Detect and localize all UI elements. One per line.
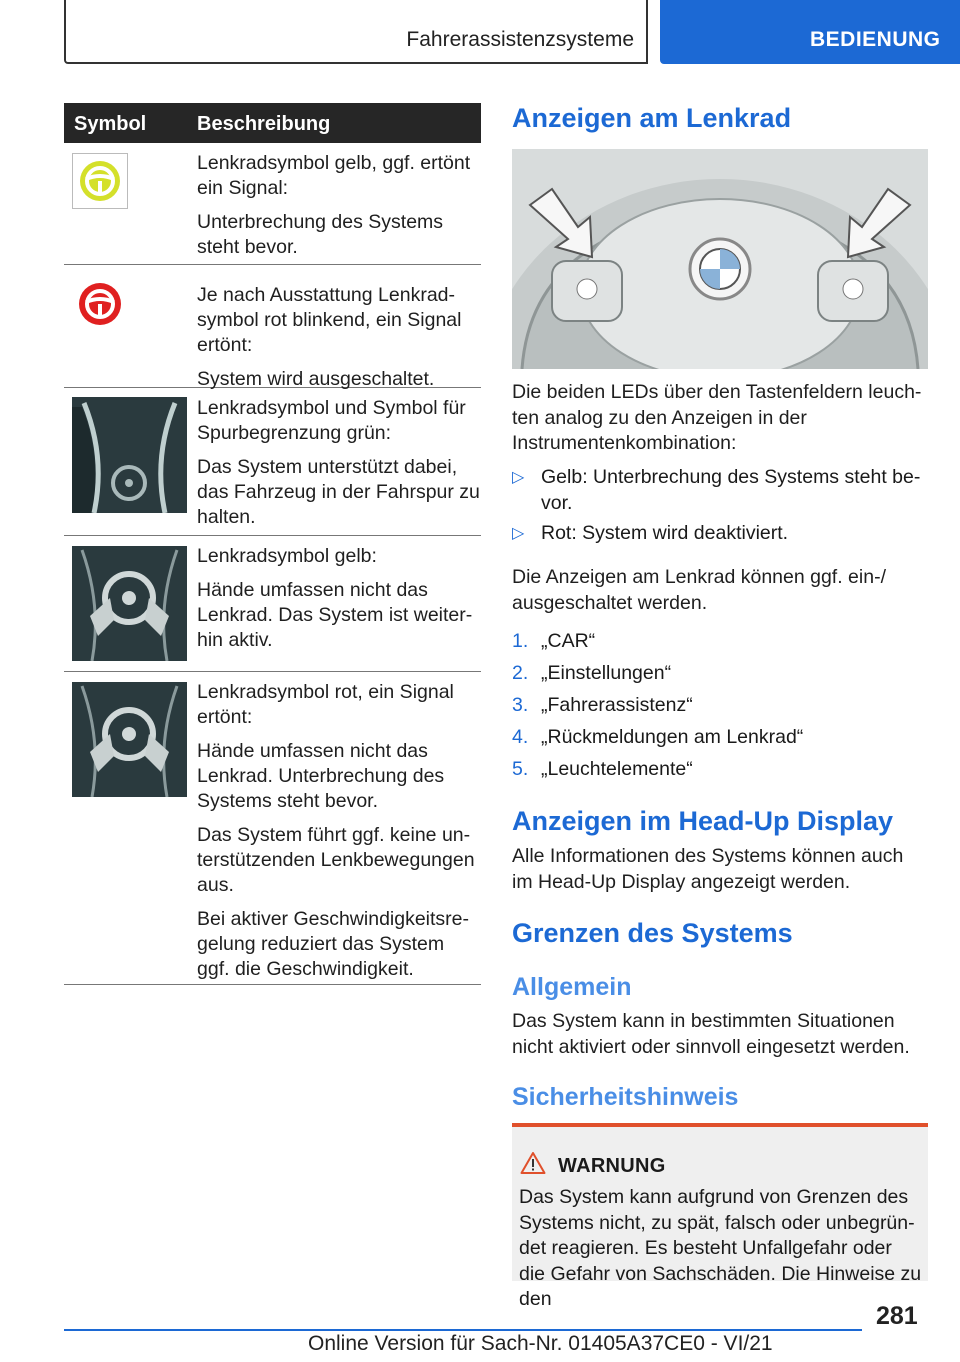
steering-intro-text: Die beiden LEDs über den Tastenfeldern leuchten analog zu den Anzeigen in der Instrumentenkombination: <box>512 381 922 454</box>
steering-wheel-image <box>512 149 928 369</box>
footer-divider <box>64 1329 862 1331</box>
row-text: Hände umfassen nicht das Lenkrad. Das System ist weiterhin aktiv. <box>197 579 473 651</box>
step-text: „CAR“ <box>541 630 596 652</box>
row-text: Lenkradsymbol gelb, ggf. ertönt ein Signal: <box>197 152 471 199</box>
lane-boundary-green-icon <box>72 397 187 513</box>
step-text: „Rückmeldungen am Lenkrad“ <box>541 726 804 748</box>
table-row <box>64 265 481 388</box>
row-text: Das System unterstützt dabei, das Fahrzeug in der Fahrspur zu halten. <box>197 456 480 528</box>
warning-title: WARNUNG <box>558 1155 666 1177</box>
warning-text: Das System kann aufgrund von Grenzen des Systems nicht, zu spät, falsch oder unbegründet reagieren. Es besteht Unfallgefahr oder die Gefahr von Sachschäden. Die Hinweise zu den <box>519 1186 922 1310</box>
row-text: Hände umfassen nicht das Lenkrad. Unterbrechung des Systems steht bevor. <box>197 740 445 812</box>
toggle-info-text: Die Anzeigen am Lenkrad können ggf. ein-/ ausgeschaltet werden. <box>512 566 886 614</box>
row-text: Je nach Ausstattung Lenkradsymbol rot blinkend, ein Signal ertönt: <box>197 284 462 356</box>
symbol-table <box>64 103 481 985</box>
step-text: „Einstellungen“ <box>541 662 672 684</box>
table-row <box>64 388 481 536</box>
section-title: BEDIENUNG <box>810 28 941 51</box>
table-header-symbol: Symbol <box>74 113 147 135</box>
steering-wheel-yellow-icon <box>72 153 128 209</box>
general-text: Das System kann in bestimmten Situationen nicht aktiviert oder sinnvoll eingesetzt werden. <box>512 1010 910 1058</box>
footer-edition-text: Online Version für Sach-Nr. 01405A37CE0 - VI/21 <box>308 1332 773 1355</box>
step-number: 5. <box>512 758 529 780</box>
table-row <box>64 536 481 672</box>
row-text: Das System führt ggf. keine unterstützenden Lenkbewegungen aus. <box>197 824 475 896</box>
heading-safety-note: Sicherheitshinweis <box>512 1083 739 1111</box>
table-header <box>64 103 481 143</box>
triangle-bullet-icon: ▷ <box>512 525 525 542</box>
list-item <box>512 521 928 547</box>
row-text: Lenkradsymbol rot, ein Signal ertönt: <box>197 681 454 728</box>
warning-triangle-icon <box>520 1151 546 1180</box>
row-text: Unterbrechung des Systems steht bevor. <box>197 211 444 258</box>
table-header-description: Beschreibung <box>197 113 331 135</box>
row-text: Lenkradsymbol und Symbol für Spurbegrenzung grün: <box>197 397 466 444</box>
chapter-title: Fahrerassistenzsysteme <box>406 28 634 51</box>
heading-hud: Anzeigen im Head-Up Display <box>512 806 894 836</box>
header-section-tab <box>660 0 960 64</box>
row-text: Bei aktiver Geschwindigkeitsregelung reduziert das System ggf. die Geschwindigkeit. <box>197 908 470 980</box>
hands-off-red-icon <box>72 682 187 797</box>
row-text: System wird ausgeschaltet. <box>197 368 435 390</box>
page-number: 281 <box>876 1302 918 1330</box>
step-text: „Leuchtelemente“ <box>541 758 693 780</box>
table-row <box>64 143 481 265</box>
heading-system-limits: Grenzen des Systems <box>512 918 793 948</box>
step-number: 3. <box>512 694 529 716</box>
list-item <box>512 465 928 516</box>
step-text: „Fahrerassistenz“ <box>541 694 693 716</box>
step-number: 1. <box>512 630 529 652</box>
bullet-text: Rot: System wird deaktiviert. <box>541 522 789 544</box>
hud-text: Alle Informationen des Systems können auch im Head-Up Display angezeigt werden. <box>512 845 904 893</box>
step-number: 4. <box>512 726 529 748</box>
bullet-text: Gelb: Unterbrechung des Systems steht bevor. <box>541 466 921 514</box>
heading-steering-display: Anzeigen am Lenkrad <box>512 103 792 133</box>
heading-general: Allgemein <box>512 973 632 1001</box>
warning-box <box>512 1123 928 1310</box>
table-row <box>64 672 481 985</box>
hands-off-yellow-icon <box>72 546 187 661</box>
row-text: Lenkradsymbol gelb: <box>197 545 377 567</box>
steering-wheel-red-icon <box>72 279 128 329</box>
triangle-bullet-icon: ▷ <box>512 469 525 486</box>
step-number: 2. <box>512 662 529 684</box>
header-chapter-box <box>64 0 648 64</box>
